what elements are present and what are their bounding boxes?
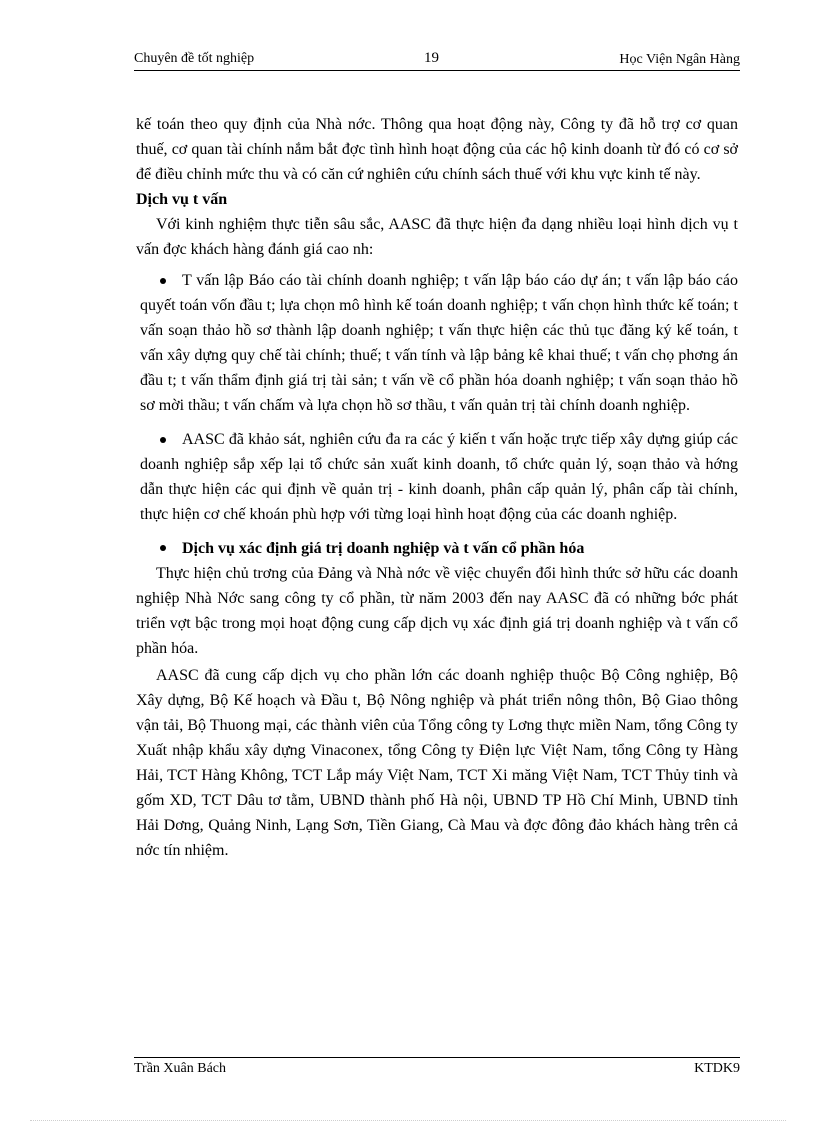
page-body (136, 112, 738, 863)
bullet-icon (160, 278, 166, 284)
header-doc-title: Chuyên đề tốt nghiệp (134, 51, 255, 66)
bullet-text: T vấn lập Báo cáo tài chính doanh nghiệp; t vấn lập báo cáo dự án; t vấn lập báo cáo quyết toán vốn đầu t; lựa chọn mô hình kế toán doanh nghiệp; t vấn chọn hình thức kế toán; t vấn soạn thảo hồ sơ thành lập doanh nghiệp; t vấn thực hiện các thủ tục đăng ký kế toán, t vấn xây dựng quy chế tài chính; thuế; t vấn tính và lập bảng kê khai thuế; t vấn chọ phơng án đầu t; t vấn thẩm định giá trị tài sản; t vấn về cổ phần hóa doanh nghiệp; t vấn soạn thảo hồ sơ mời thầu; t vấn chấm và lựa chọn hồ sơ thầu, t vấn quản trị tài chính doanh nghiệp. (140, 272, 738, 414)
page-footer (134, 1057, 740, 1082)
page-number: 19 (424, 50, 439, 66)
paragraph-clients: AASC đã cung cấp dịch vụ cho phần lớn các doanh nghiệp thuộc Bộ Công nghiệp, Bộ Xây dựng, Bộ Kế hoạch và Đầu t, Bộ Nông nghiệp và phát triển nông thôn, Bộ Giao thông vận tải, Bộ Thuong mại, các thành viên của Tổng công ty Lơng thực miền Nam, tổng Công ty Xuất nhập khẩu xây dựng Vinaconex, tổng Công ty Điện lực Việt Nam, tổng Công ty Hàng Hải, TCT Hàng Không, TCT Lắp máy Việt Nam, TCT Xi măng Việt Nam, TCT Thủy tinh và gốm XD, TCT Dâu tơ tằm, UBND thành phố Hà nội, UBND TP Hồ Chí Minh, UBND tỉnh Hải Dơng, Quảng Ninh, Lạng Sơn, Tiền Giang, Cà Mau và đợc đông đảo khách hàng trên cả nớc tín nhiệm. (136, 667, 738, 859)
bullet-heading-text: Dịch vụ xác định giá trị doanh nghiệp và t vấn cổ phần hóa (182, 540, 585, 557)
footer-class-code: KTDK9 (694, 1061, 740, 1076)
bullet-icon (160, 545, 166, 551)
header-institution: Học Viện Ngân Hàng (619, 52, 740, 67)
paragraph-consulting-intro: Với kinh nghiệm thực tiễn sâu sắc, AASC đã thực hiện đa dạng nhiều loại hình dịch vụ t vấn đợc khách hàng đánh giá cao nh: (136, 216, 738, 258)
bullet-item (136, 427, 738, 527)
footer-author: Trần Xuân Bách (134, 1061, 227, 1076)
bullet-icon (160, 437, 166, 443)
bullet-heading-valuation (136, 536, 738, 561)
page-header (134, 50, 740, 71)
bullet-text: AASC đã khảo sát, nghiên cứu đa ra các ý kiến t vấn hoặc trực tiếp xây dựng giúp các doanh nghiệp sắp xếp lại tổ chức sản xuất kinh doanh, tổ chức quản lý, soạn thảo và hớng dẫn thực hiện các qui định về quản trị - kinh doanh, phân cấp quản lý, phân cấp tài chính, thực hiện cơ chế khoán phù hợp với từng loại hình hoạt động của các doanh nghiệp. (140, 431, 738, 523)
page-edge-divider (30, 1120, 786, 1121)
section-heading-consulting: Dịch vụ t vấn (136, 191, 228, 208)
paragraph-continuation: kế toán theo quy định của Nhà nớc. Thông qua hoạt động này, Công ty đã hỗ trợ cơ quan thuế, cơ quan tài chính nắm bắt đợc tình hình hoạt động của các hộ kinh doanh từ đó có cơ sở để điều chỉnh mức thu và có căn cứ nghiên cứu chính sách thuế với khu vực kinh tế này. (136, 116, 738, 183)
bullet-item (136, 268, 738, 418)
paragraph-valuation: Thực hiện chủ trơng của Đảng và Nhà nớc về việc chuyển đổi hình thức sở hữu các doanh nghiệp Nhà Nớc sang công ty cổ phần, từ năm 2003 đến nay AASC đã có những bớc phát triển vợt bậc trong mọi hoạt động cung cấp dịch vụ xác định giá trị doanh nghiệp và t vấn cổ phần hóa. (136, 565, 738, 657)
